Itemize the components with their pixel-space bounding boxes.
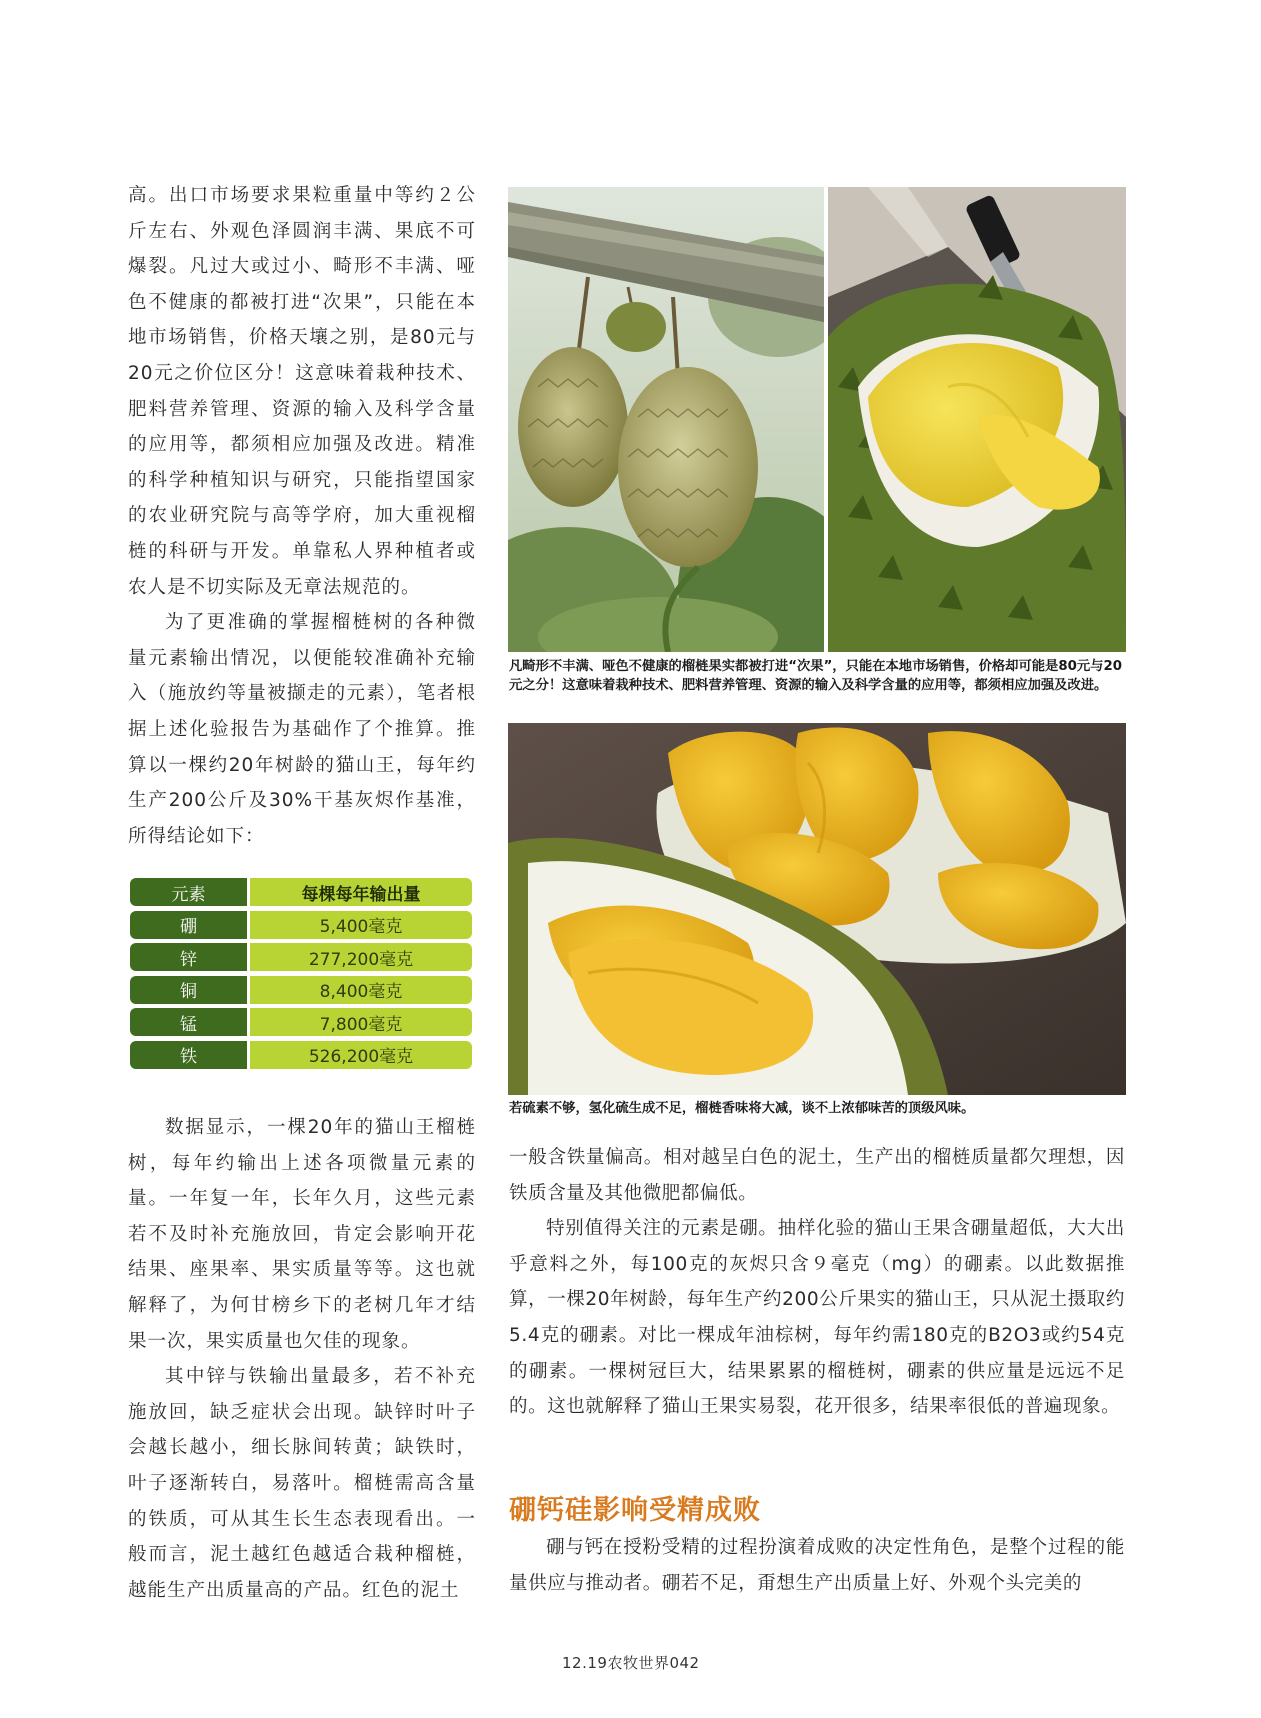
left-column-bottom bbox=[128, 1110, 476, 1608]
table-cell-element: 铁 bbox=[130, 1041, 247, 1069]
photo-caption: 若硫素不够，氢化硫生成不足，榴梿香味将大减，谈不上浓郁味苦的顶级风味。 bbox=[509, 1101, 975, 1116]
body-paragraph: 高。出口市场要求果粒重量中等约２公斤左右、外观色泽圆润丰满、果底不可爆裂。凡过大或过小、畸形不丰满、哑色不健康的都被打进“次果”，只能在本地市场销售，价格天壤之别，是80元与20元之价位区分！这意味着栽种技术、肥料营养管理、资源的输入及科学含量的应用等，都须相应加强及改进。精准的科学种植知识与研究，只能指望国家的农业研究院与高等学府，加大重视榴梿的科研与开发。单靠私人界种植者或农人是不切实际及无章法规范的。 bbox=[128, 185, 476, 598]
section-body bbox=[509, 1530, 1125, 1601]
table-cell-element: 锰 bbox=[130, 1008, 247, 1036]
table-header-element: 元素 bbox=[130, 878, 247, 906]
table-cell-amount: 5,400毫克 bbox=[250, 911, 472, 939]
table-row bbox=[130, 1008, 472, 1036]
durian-tree-photo bbox=[508, 187, 824, 652]
element-table bbox=[130, 878, 472, 1073]
right-column-bottom bbox=[509, 1140, 1125, 1425]
table-cell-amount: 277,200毫克 bbox=[250, 943, 472, 971]
body-paragraph: 特别值得关注的元素是硼。抽样化验的猫山王果含硼量超低，大大出乎意料之外，每100克的灰烬只含９毫克（mg）的硼素。以此数据推算，一棵20年树龄，每年生产约200公斤果实的猫山王，只从泥土摄取约5.4克的硼素。对比一棵成年油棕树，每年约需180克的B2O3或约54克的硼素。一棵树冠巨大，结果累累的榴梿树，硼素的供应量是远远不足的。这也就解释了猫山王果实易裂，花开很多，结果率很低的普遍现象。 bbox=[509, 1218, 1125, 1418]
table-cell-amount: 526,200毫克 bbox=[250, 1041, 472, 1069]
table-row bbox=[130, 911, 472, 939]
body-paragraph: 硼与钙在授粉受精的过程扮演着成败的决定性角色，是整个过程的能量供应与推动者。硼若不足，甭想生产出质量上好、外观个头完美的 bbox=[509, 1537, 1125, 1594]
page-folio: 12.19农牧世界042 bbox=[562, 1654, 700, 1672]
table-cell-amount: 7,800毫克 bbox=[250, 1008, 472, 1036]
table-header-row bbox=[130, 878, 472, 906]
body-paragraph: 一般含铁量偏高。相对越呈白色的泥土，生产出的榴梿质量都欠理想，因铁质含量及其他微肥都偏低。 bbox=[509, 1147, 1125, 1204]
left-column-top bbox=[128, 178, 476, 854]
table-cell-amount: 8,400毫克 bbox=[250, 976, 472, 1004]
opened-durian-photo bbox=[828, 187, 1126, 652]
table-row bbox=[130, 943, 472, 971]
section-heading: 硼钙硅影响受精成败 bbox=[509, 1495, 761, 1526]
body-paragraph: 为了更准确的掌握榴梿树的各种微量元素输出情况，以便能较准确补充输入（施放约等量被撷走的元素），笔者根据上述化验报告为基础作了个推算。推算以一棵约20年树龄的猫山王，每年约生产200公斤及30%干基灰烬作基准，所得结论如下： bbox=[128, 612, 476, 847]
table-row bbox=[130, 1041, 472, 1069]
table-row bbox=[130, 976, 472, 1004]
table-cell-element: 铜 bbox=[130, 976, 247, 1004]
durian-flesh-photo bbox=[508, 723, 1126, 1095]
table-header-amount: 每棵每年输出量 bbox=[250, 878, 472, 906]
table-cell-element: 锌 bbox=[130, 943, 247, 971]
body-paragraph: 其中锌与铁输出量最多，若不补充施放回，缺乏症状会出现。缺锌时叶子会越长越小，细长脉间转黄；缺铁时，叶子逐渐转白，易落叶。榴梿需高含量的铁质，可从其生长生态表现看出。一般而言，泥土越红色越适合栽种榴梿，越能生产出质量高的产品。红色的泥土 bbox=[128, 1366, 476, 1601]
table-cell-element: 硼 bbox=[130, 911, 247, 939]
photo-caption: 凡畸形不丰满、哑色不健康的榴梿果实都被打进“次果”，只能在本地市场销售，价格却可能是80元与20元之分！这意味着栽种技术、肥料营养管理、资源的输入及科学含量的应用等，都须相应加强及改进。 bbox=[509, 659, 1122, 693]
body-paragraph: 数据显示，一棵20年的猫山王榴梿树，每年约输出上述各项微量元素的量。一年复一年，长年久月，这些元素若不及时补充施放回，肯定会影响开花结果、座果率、果实质量等等。这也就解释了，为何甘榜乡下的老树几年才结果一次，果实质量也欠佳的现象。 bbox=[128, 1117, 476, 1352]
